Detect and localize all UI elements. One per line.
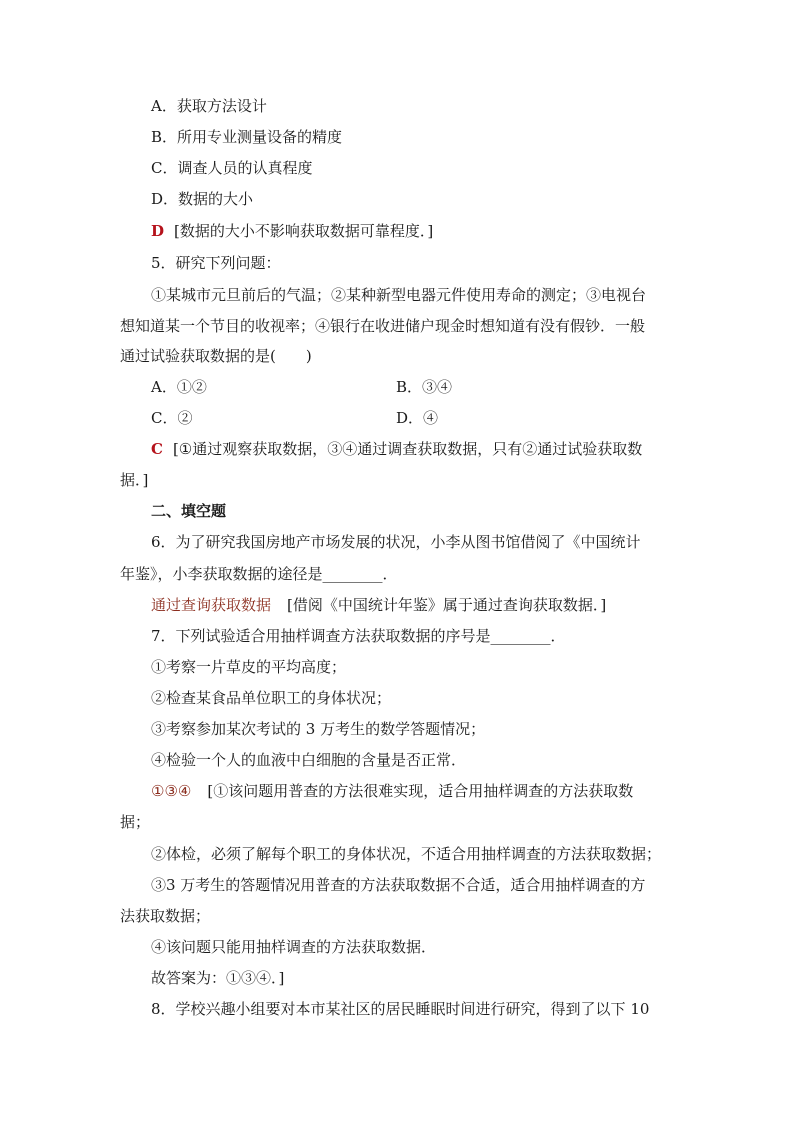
answer-5-line-2: 据．]	[120, 471, 149, 489]
option-c: C．调查人员的认真程度	[151, 159, 313, 177]
answer-7	[151, 781, 633, 801]
answer-key: C	[151, 440, 163, 458]
answer-7-line-7: 故答案为：①③④．]	[151, 969, 285, 987]
q5-option-c: C．②	[151, 409, 193, 427]
answer-key: D	[151, 222, 165, 240]
question-7-item-1: ①考察一片草皮的平均高度；	[151, 658, 347, 676]
q5-option-b: B．③④	[396, 378, 453, 396]
answer-key: ①③④	[151, 782, 192, 800]
answer-7-line-5: 法获取数据；	[120, 907, 211, 925]
question-7-item-2: ②检查某食品单位职工的身体状况；	[151, 689, 392, 707]
answer-explanation: [数据的大小不影响获取数据可靠程度．]	[174, 222, 434, 240]
answer-6	[151, 595, 606, 615]
answer-7-line-2: 据；	[120, 813, 151, 831]
question-5-line-2: 想知道某一个节目的收视率；④银行在收进储户现金时想知道有没有假钞．一般	[120, 317, 646, 335]
question-8-line-1: 8．学校兴趣小组要对本市某社区的居民睡眠时间进行研究，得到了以下 10	[151, 1000, 650, 1018]
question-6-line-2: 年鉴》，小李获取数据的途径是________．	[120, 565, 398, 583]
question-5-line-1: ①某城市元旦前后的气温；②某种新型电器元件使用寿命的测定；③电视台	[151, 286, 647, 304]
question-7-stem: 7．下列试验适合用抽样调查方法获取数据的序号是________．	[151, 627, 566, 645]
answer-5	[151, 439, 642, 459]
answer-7-line-6: ④该问题只能用抽样调查的方法获取数据．	[151, 938, 437, 956]
section-heading: 二、填空题	[151, 502, 227, 520]
option-b: B．所用专业测量设备的精度	[151, 128, 343, 146]
question-6-line-1: 6．为了研究我国房地产市场发展的状况，小李从图书馆借阅了《中国统计	[151, 533, 641, 551]
answer-explanation: [借阅《中国统计年鉴》属于通过查询获取数据．]	[287, 596, 607, 614]
question-7-item-4: ④检验一个人的血液中白细胞的含量是否正常．	[151, 751, 467, 769]
answer-4	[151, 221, 433, 241]
option-a: A．获取方法设计	[151, 97, 267, 115]
q5-option-d: D．④	[396, 409, 439, 427]
answer-7-line-3: ②体检，必须了解每个职工的身体状况，不适合用抽样调查的方法获取数据；	[151, 845, 662, 863]
answer-key: 通过查询获取数据	[151, 596, 272, 614]
option-d: D．数据的大小	[151, 190, 254, 208]
question-7-item-3: ③考察参加某次考试的 3 万考生的数学答题情况；	[151, 720, 486, 738]
q5-option-a: A．①②	[151, 378, 207, 396]
answer-explanation: [①该问题用普查的方法很难实现，适合用抽样调查的方法获取数	[207, 782, 634, 800]
answer-7-line-4: ③3 万考生的答题情况用普查的方法获取数据不合适，适合用抽样调查的方	[151, 876, 646, 894]
answer-explanation: [①通过观察获取数据，③④通过调查获取数据，只有②通过试验获取数	[172, 440, 643, 458]
question-5-stem: 5．研究下列问题：	[151, 254, 281, 272]
question-5-line-3: 通过试验获取数据的是( )	[120, 347, 312, 365]
